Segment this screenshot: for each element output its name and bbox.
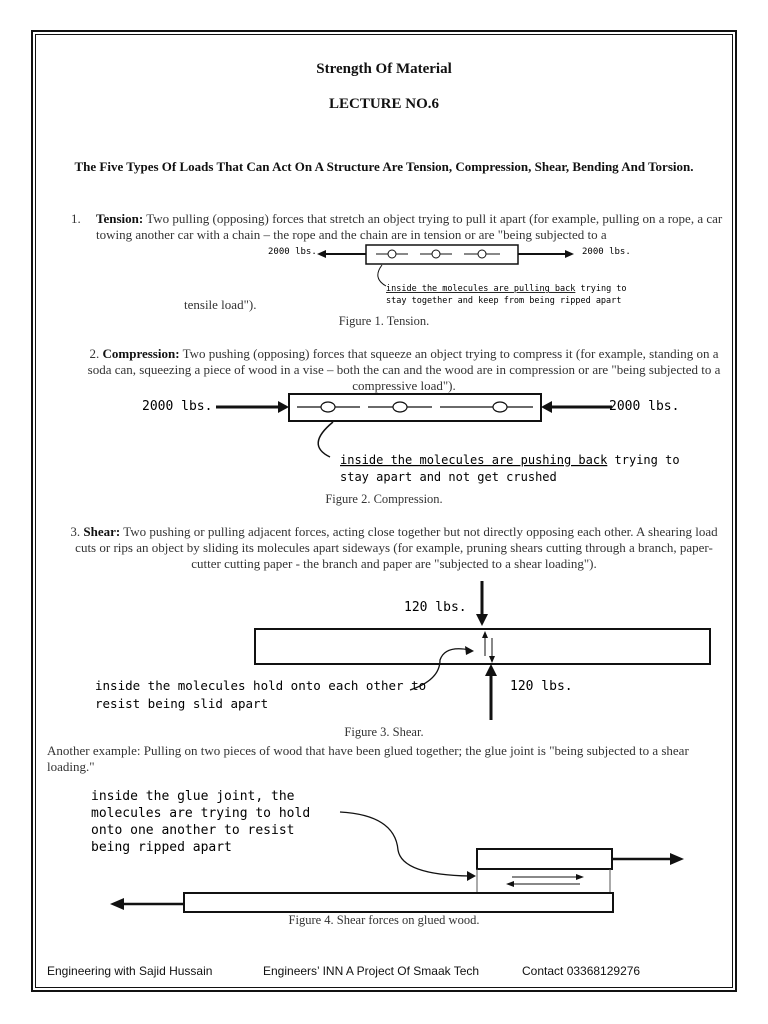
term-tension: Tension:: [96, 211, 144, 226]
section-heading: The Five Types Of Loads That Can Act On A Structure Are Tension, Compression, Shear, Bending And Torsion.: [74, 159, 694, 174]
glue-note-line2: molecules are trying to hold: [91, 806, 311, 821]
tension-note-line2: stay together and keep from being ripped apart: [386, 296, 622, 306]
compression-description: Two pushing (opposing) forces that squeeze an object trying to compress it (for example, standing on a soda can, squeezing a piece of wood in a vise – both the can and the wood are in compression or are "being subjected to a compressive load").: [87, 346, 721, 393]
compression-left-load: 2000 lbs.: [142, 399, 213, 414]
shear-top-load: 120 lbs.: [404, 600, 467, 615]
glue-shear-left-head: [506, 881, 514, 887]
glue-note-pointer: [340, 812, 470, 876]
tension-right-load: 2000 lbs.: [582, 247, 631, 257]
footer-project: Engineers’ INN A Project Of Smaak Tech: [263, 964, 480, 978]
glue-note-line3: onto one another to resist: [91, 823, 295, 838]
figure-2-caption: Figure 2. Compression.: [325, 492, 443, 506]
lecture-number: LECTURE NO.6: [328, 96, 440, 112]
tension-note-line1: inside the molecules are pulling back trying to: [386, 284, 627, 294]
term-shear: Shear:: [83, 524, 121, 539]
top-wood-piece: [477, 849, 612, 869]
bottom-wood-arrowhead: [110, 898, 124, 910]
document-title: Strength Of Material: [316, 61, 452, 77]
figure-3-caption: Figure 3. Shear.: [344, 725, 424, 739]
shear-note-line1: inside the molecules hold onto each other to: [95, 678, 427, 693]
glue-shear-right-head: [576, 874, 584, 880]
compression-right-load: 2000 lbs.: [609, 399, 680, 414]
shear-bottom-load: 120 lbs.: [510, 679, 573, 694]
tension-description-end: tensile load").: [184, 297, 257, 312]
glue-note-line1: inside the glue joint, the: [91, 789, 295, 804]
item-number-tension: 1.: [71, 211, 81, 226]
shear-note-line2: resist being slid apart: [95, 696, 269, 711]
top-wood-arrowhead: [670, 853, 684, 865]
figure-1-caption: Figure 1. Tension.: [338, 314, 430, 328]
tension-description: Two pulling (opposing) forces that stretch an object trying to pull it apart (for example, pulling on a rope, a car towing another car with a chain – the rope and the chain are in tension or are "being subjected to a: [96, 211, 723, 242]
footer-contact: Contact 03368129276: [522, 964, 641, 978]
bottom-wood-piece: [184, 893, 613, 912]
item-number-compression: 2.: [89, 346, 100, 361]
compression-note-line2: stay apart and not get crushed: [340, 470, 557, 484]
compression-note-line1: inside the molecules are pushing back trying to: [340, 453, 680, 467]
item-number-shear: 3.: [70, 524, 81, 539]
term-compression: Compression:: [102, 346, 180, 361]
footer-author: Engineering with Sajid Hussain: [47, 964, 213, 978]
shear-description: Two pushing or pulling adjacent forces, acting close together but not directly opposing each other. A shearing load cuts or rips an object by sliding its molecules apart sideways (for example, pruning shears cutting through a branch, paper-cutter cutting paper - the branch and paper are "subjected to a shear loading").: [75, 524, 718, 571]
glue-note-line4: being ripped apart: [91, 840, 232, 855]
tension-left-load: 2000 lbs.: [268, 247, 317, 257]
figure-4-caption: Figure 4. Shear forces on glued wood.: [288, 913, 480, 927]
glue-note-pointer-head: [467, 871, 476, 881]
another-example: Another example: Pulling on two pieces of wood that have been glued together; the glue joint is "being subjected to a shear loading.": [47, 743, 689, 774]
